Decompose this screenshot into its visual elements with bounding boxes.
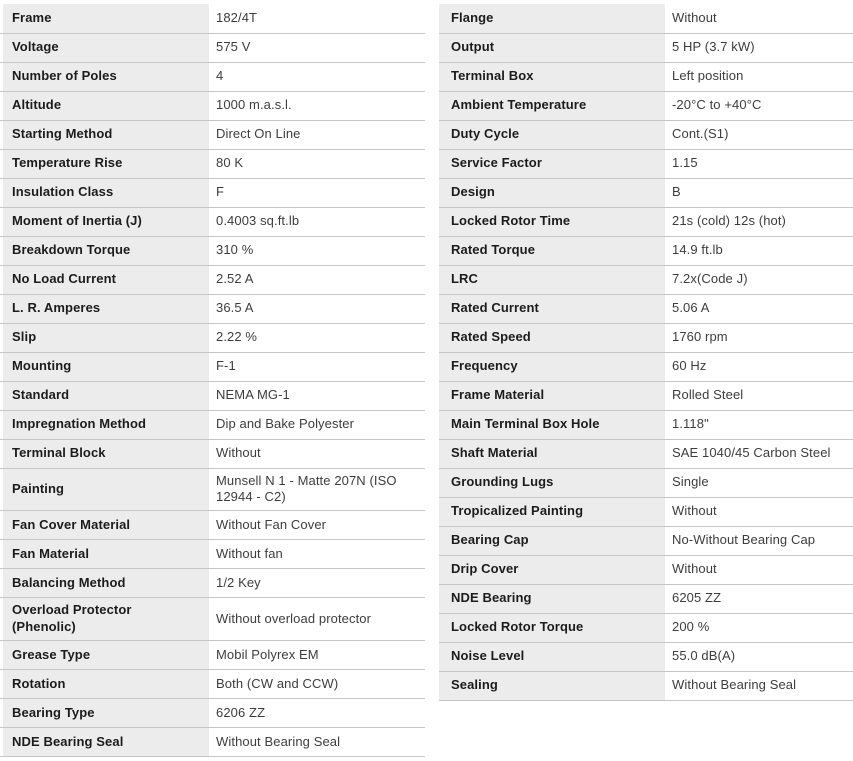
- spec-label: Mounting: [0, 352, 209, 381]
- spec-row: [439, 352, 853, 381]
- spec-row: [439, 91, 853, 120]
- spec-row: [439, 526, 853, 555]
- spec-row: [439, 33, 853, 62]
- spec-row: [439, 671, 853, 700]
- spec-value: Without overload protector: [216, 610, 372, 626]
- spec-value: Mobil Polyrex EM: [216, 646, 319, 662]
- spec-row: [439, 613, 853, 642]
- spec-value: 1.15: [672, 155, 698, 171]
- spec-row: [439, 149, 853, 178]
- spec-value: 2.52 A: [216, 271, 254, 287]
- spec-label: Frame: [0, 4, 209, 33]
- spec-row: [0, 598, 425, 641]
- spec-label: Output: [439, 33, 665, 62]
- spec-value: 575 V: [216, 39, 251, 55]
- spec-label: Design: [439, 178, 665, 207]
- spec-label: Moment of Inertia (J): [0, 207, 209, 236]
- spec-value: Without: [216, 445, 261, 461]
- spec-value: 1000 m.a.s.l.: [216, 97, 292, 113]
- spec-row: [0, 149, 425, 178]
- spec-value: NEMA MG-1: [216, 387, 290, 403]
- motor-spec-table-left: [0, 4, 425, 757]
- spec-label: Bearing Cap: [439, 526, 665, 555]
- spec-label: Shaft Material: [439, 439, 665, 468]
- spec-row: [0, 569, 425, 598]
- spec-value: 14.9 ft.lb: [672, 242, 723, 258]
- spec-value: 5 HP (3.7 kW): [672, 39, 755, 55]
- spec-value: Rolled Steel: [672, 387, 744, 403]
- spec-row: [0, 410, 425, 439]
- spec-row: [0, 178, 425, 207]
- spec-label: Number of Poles: [0, 62, 209, 91]
- spec-label: Locked Rotor Torque: [439, 613, 665, 642]
- spec-label: Locked Rotor Time: [439, 207, 665, 236]
- spec-row: [0, 207, 425, 236]
- spec-row: [0, 33, 425, 62]
- spec-value: Without: [672, 9, 717, 25]
- spec-row: [439, 178, 853, 207]
- spec-value: Without fan: [216, 545, 283, 561]
- spec-value: 2.22 %: [216, 329, 258, 345]
- spec-value: Direct On Line: [216, 126, 301, 142]
- spec-value: No-Without Bearing Cap: [672, 532, 816, 548]
- spec-label: Drip Cover: [439, 555, 665, 584]
- spec-label: Terminal Block: [0, 439, 209, 468]
- spec-value: 7.2x(Code J): [672, 271, 748, 287]
- spec-value: 0.4003 sq.ft.lb: [216, 213, 300, 229]
- spec-label: Service Factor: [439, 149, 665, 178]
- spec-row: [0, 540, 425, 569]
- spec-label: NDE Bearing Seal: [0, 728, 209, 757]
- spec-row: [0, 468, 425, 511]
- spec-value: F: [216, 184, 225, 200]
- spec-value: 55.0 dB(A): [672, 648, 736, 664]
- spec-row: [0, 670, 425, 699]
- spec-value: SAE 1040/45 Carbon Steel: [672, 445, 831, 461]
- spec-label: Sealing: [439, 671, 665, 700]
- spec-label: Impregnation Method: [0, 410, 209, 439]
- spec-value: F-1: [216, 358, 236, 374]
- spec-value: Without Fan Cover: [216, 516, 327, 532]
- spec-label: Voltage: [0, 33, 209, 62]
- spec-label: Duty Cycle: [439, 120, 665, 149]
- spec-label: Ambient Temperature: [439, 91, 665, 120]
- spec-row: [0, 699, 425, 728]
- spec-label: Balancing Method: [0, 569, 209, 598]
- spec-label: Overload Protector (Phenolic): [0, 598, 209, 641]
- spec-value: 80 K: [216, 155, 244, 171]
- spec-label: Frame Material: [439, 381, 665, 410]
- spec-table-body: [0, 4, 425, 757]
- spec-label: Rated Torque: [439, 236, 665, 265]
- spec-value: -20°C to +40°C: [672, 97, 762, 113]
- spec-label: Altitude: [0, 91, 209, 120]
- spec-value: 36.5 A: [216, 300, 254, 316]
- spec-label: Noise Level: [439, 642, 665, 671]
- spec-row: [439, 555, 853, 584]
- spec-row: [0, 91, 425, 120]
- spec-value: Munsell N 1 - Matte 207N (ISO 12944 - C2): [216, 472, 397, 505]
- spec-label: Rated Speed: [439, 323, 665, 352]
- spec-label: Standard: [0, 381, 209, 410]
- spec-value: Cont.(S1): [672, 126, 729, 142]
- spec-value: 200 %: [672, 619, 710, 635]
- spec-table-body: [439, 4, 853, 700]
- spec-row: [439, 62, 853, 91]
- spec-row: [439, 120, 853, 149]
- spec-value: Both (CW and CCW): [216, 675, 339, 691]
- spec-label: Insulation Class: [0, 178, 209, 207]
- spec-row: [0, 120, 425, 149]
- spec-row: [0, 439, 425, 468]
- spec-label: Breakdown Torque: [0, 236, 209, 265]
- spec-label: Tropicalized Painting: [439, 497, 665, 526]
- spec-value: 1760 rpm: [672, 329, 728, 345]
- spec-label: L. R. Amperes: [0, 294, 209, 323]
- spec-row: [439, 439, 853, 468]
- spec-value: Without Bearing Seal: [672, 677, 797, 693]
- spec-value: 21s (cold) 12s (hot): [672, 213, 786, 229]
- spec-row: [439, 207, 853, 236]
- spec-label: Slip: [0, 323, 209, 352]
- spec-value: 5.06 A: [672, 300, 710, 316]
- spec-row: [439, 584, 853, 613]
- spec-row: [439, 468, 853, 497]
- spec-value: 6206 ZZ: [216, 704, 266, 720]
- spec-label: Bearing Type: [0, 699, 209, 728]
- spec-row: [0, 62, 425, 91]
- spec-value: 1/2 Key: [216, 574, 261, 590]
- spec-row: [439, 410, 853, 439]
- spec-row: [0, 381, 425, 410]
- spec-label: No Load Current: [0, 265, 209, 294]
- spec-value: 60 Hz: [672, 358, 707, 374]
- spec-row: [0, 641, 425, 670]
- spec-label: Starting Method: [0, 120, 209, 149]
- spec-value: B: [672, 184, 681, 200]
- spec-value: 182/4T: [216, 9, 258, 25]
- spec-label: LRC: [439, 265, 665, 294]
- spec-row: [0, 4, 425, 33]
- spec-label: Terminal Box: [439, 62, 665, 91]
- spec-label: Fan Material: [0, 540, 209, 569]
- spec-row: [0, 265, 425, 294]
- spec-value: 6205 ZZ: [672, 590, 722, 606]
- spec-value: 1.118": [672, 416, 709, 432]
- spec-label: Temperature Rise: [0, 149, 209, 178]
- spec-value: Single: [672, 474, 709, 490]
- spec-label: Rated Current: [439, 294, 665, 323]
- spec-row: [439, 497, 853, 526]
- spec-row: [439, 323, 853, 352]
- spec-label: Grounding Lugs: [439, 468, 665, 497]
- spec-row: [439, 294, 853, 323]
- spec-row: [439, 4, 853, 33]
- spec-value: 4: [216, 68, 224, 84]
- spec-row: [0, 323, 425, 352]
- spec-row: [0, 294, 425, 323]
- spec-label: Rotation: [0, 670, 209, 699]
- spec-value: Left position: [672, 68, 744, 84]
- spec-label: Grease Type: [0, 641, 209, 670]
- spec-value: Without Bearing Seal: [216, 733, 341, 749]
- spec-label: Painting: [0, 468, 209, 511]
- spec-label: Flange: [439, 4, 665, 33]
- spec-label: Frequency: [439, 352, 665, 381]
- spec-value: Without: [672, 503, 717, 519]
- spec-value: Dip and Bake Polyester: [216, 416, 355, 432]
- spec-row: [0, 236, 425, 265]
- spec-row: [0, 511, 425, 540]
- spec-label: NDE Bearing: [439, 584, 665, 613]
- spec-row: [439, 236, 853, 265]
- motor-spec-table-right: [439, 4, 853, 701]
- spec-row: [0, 728, 425, 757]
- spec-label: Fan Cover Material: [0, 511, 209, 540]
- spec-value: Without: [672, 561, 717, 577]
- spec-row: [439, 381, 853, 410]
- spec-row: [0, 352, 425, 381]
- spec-row: [439, 642, 853, 671]
- spec-label: Main Terminal Box Hole: [439, 410, 665, 439]
- spec-value: 310 %: [216, 242, 254, 258]
- spec-row: [439, 265, 853, 294]
